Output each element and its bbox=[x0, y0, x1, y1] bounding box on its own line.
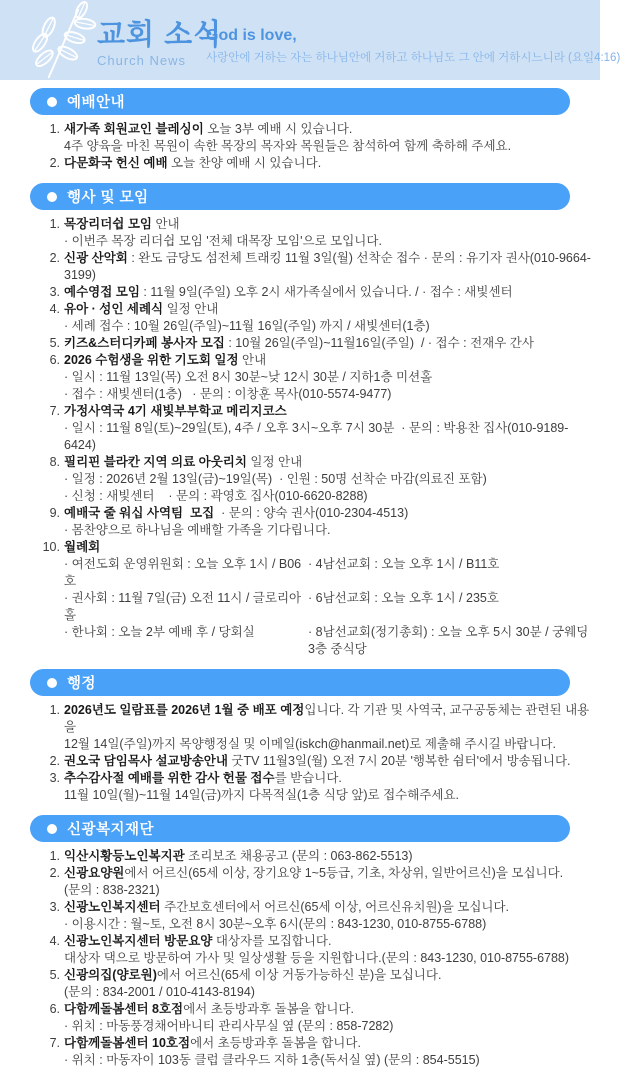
text-run: : 완도 금당도 섬전체 트래킹 11월 3일(월) 선착순 접수 · 문의 : 유기자 권사(010-9664-3199) bbox=[64, 251, 591, 282]
text-run: · 문의 : 양숙 권사(010-2304-4513) bbox=[214, 506, 409, 520]
text-run-bold: 예수영접 모임 bbox=[64, 285, 140, 299]
item-number: 3. bbox=[49, 285, 60, 299]
text-run-bold: 추수감사절 예배를 위한 감사 헌물 접수 bbox=[64, 771, 275, 785]
item-text bbox=[64, 488, 368, 505]
list-subitem bbox=[42, 1052, 594, 1069]
text-run: (문의 : 838-2321) bbox=[64, 883, 160, 897]
text-run: 일정 안내 bbox=[163, 302, 219, 316]
item-text bbox=[64, 882, 160, 899]
text-run: · 여전도회 운영위원회 : 오늘 오후 1시 / B06호 bbox=[64, 557, 302, 588]
text-run: 에서 어르신(65세 이상 거동가능하신 분)을 모십니다. bbox=[156, 968, 442, 982]
text-run: 조리보조 채용공고 (문의 : 063-862-5513) bbox=[184, 849, 413, 863]
text-run: · 6남선교회 : 오늘 오후 1시 / 235호 bbox=[308, 591, 499, 605]
text-run: · 일시 : 11월 8일(토)~29일(토), 4주 / 오후 3시~오후 7시 30분 · 문의 : 박용찬 집사(010-9189-6424) bbox=[64, 421, 569, 452]
list-item bbox=[42, 702, 594, 736]
list-item-continuation bbox=[42, 736, 594, 753]
item-text bbox=[64, 933, 331, 950]
bullet-icon bbox=[47, 192, 57, 202]
item-text bbox=[64, 736, 556, 753]
item-text bbox=[64, 1018, 393, 1035]
item-text bbox=[64, 770, 342, 787]
section-title: 행정 bbox=[67, 675, 97, 692]
text-run: 안내 bbox=[152, 217, 180, 231]
item-number: 2. bbox=[49, 156, 60, 170]
bullet-icon bbox=[47, 678, 57, 688]
text-run: 안내 bbox=[238, 353, 267, 367]
list-subitem bbox=[42, 916, 594, 933]
section-content bbox=[0, 701, 600, 807]
text-run-bold: 가정사역국 4기 새빛부부학교 메리지코스 bbox=[64, 404, 287, 418]
item-text bbox=[64, 505, 408, 522]
text-run-bold: 목장리더쉽 모임 bbox=[64, 217, 152, 231]
item-number: 1. bbox=[49, 122, 60, 136]
text-run: · 몸찬양으로 하나님을 예배할 가족을 기다립니다. bbox=[64, 523, 331, 537]
text-run-bold: 유아 · 성인 세례식 bbox=[64, 302, 164, 316]
text-run: 주간보호센터에서 어르신(65세 이상, 어르신유치원)을 모십니다. bbox=[160, 900, 510, 914]
section-content bbox=[0, 215, 600, 661]
item-number: 10. bbox=[42, 540, 60, 554]
item-text bbox=[64, 155, 321, 172]
item-text bbox=[64, 899, 509, 916]
list-item bbox=[42, 301, 594, 318]
text-run: · 세례 접수 : 10월 26일(주일)~11월 16일(주일) 까지 / 새빛센터(1층) bbox=[64, 319, 430, 333]
item-text bbox=[64, 233, 382, 250]
text-run-bold: 권오국 담임목사 설교방송안내 bbox=[64, 754, 228, 768]
masthead bbox=[97, 20, 222, 68]
item-number: 4. bbox=[49, 302, 60, 316]
text-run-bold: 신광노인복지센터 방문요양 bbox=[64, 934, 213, 948]
text-run-bold: 2026 수험생을 위한 기도회 일정 bbox=[64, 353, 239, 367]
text-run-bold: 새가족 회원교인 블레싱이 bbox=[64, 122, 204, 136]
bullet-icon bbox=[47, 97, 57, 107]
item-number: 2. bbox=[49, 251, 60, 265]
item-text bbox=[64, 420, 594, 454]
item-text bbox=[64, 318, 430, 335]
verse-text: 사랑안에 거하는 자는 하나님안에 거하고 하나님도 그 안에 거하시느니라 (요일4:16) bbox=[206, 52, 620, 64]
text-run: · 이번주 목장 리더쉽 모임 '전체 대목장 모임'으로 모입니다. bbox=[64, 234, 382, 248]
column-left bbox=[64, 556, 308, 590]
text-run: 4주 양육을 마친 목원이 속한 목장의 목자와 목원들은 참석하여 함께 축하해 주세요. bbox=[64, 139, 512, 153]
list-subitem bbox=[42, 522, 594, 539]
section-shinkwang-welfare-foundation bbox=[0, 815, 600, 1072]
list-item bbox=[42, 770, 594, 787]
item-number: 5. bbox=[49, 336, 60, 350]
text-run: : 11월 9일(주일) 오후 2시 새가족실에서 있습니다. / · 접수 : 새빛센터 bbox=[139, 285, 513, 299]
item-number: 1. bbox=[49, 849, 60, 863]
text-run: · 이용시간 : 월~토, 오전 8시 30분~오후 6시(문의 : 843-1230, 010-8755-6788) bbox=[64, 917, 487, 931]
column-right bbox=[308, 556, 594, 590]
list-item bbox=[42, 967, 594, 984]
text-run: · 위치 : 마동자이 103동 클럽 클라우드 지하 1층(독서실 옆) (문의 : 854-5515) bbox=[64, 1053, 480, 1067]
section-title: 신광복지재단 bbox=[67, 821, 155, 838]
text-run: 대상자를 모집합니다. bbox=[212, 934, 332, 948]
list-item bbox=[42, 753, 594, 770]
item-text bbox=[64, 1035, 361, 1052]
item-text bbox=[64, 702, 594, 736]
list-subitem bbox=[42, 488, 594, 505]
column-right bbox=[308, 590, 594, 624]
item-text bbox=[64, 753, 571, 770]
item-text bbox=[64, 916, 486, 933]
item-text bbox=[64, 386, 391, 403]
list-item bbox=[42, 216, 594, 233]
text-run: 오늘 찬양 예배 시 있습니다. bbox=[167, 156, 322, 170]
text-run: 대상자 댁으로 방문하여 가사 및 일상생활 등을 지원합니다.(문의 : 843-1230, 010-8755-6788) bbox=[64, 951, 570, 965]
column-right bbox=[308, 624, 594, 658]
list-subitem bbox=[42, 471, 594, 488]
section-header-administration bbox=[30, 669, 570, 696]
text-run-bold: 신광의집(양로원) bbox=[64, 968, 157, 982]
item-text bbox=[64, 967, 441, 984]
list-subitem bbox=[42, 233, 594, 250]
item-text bbox=[64, 984, 255, 1001]
text-run-bold: 신광 산악회 bbox=[64, 251, 128, 265]
list-subitem bbox=[42, 318, 594, 335]
text-run-bold: 신광노인복지센터 bbox=[64, 900, 161, 914]
text-run-bold: 다문화국 헌신 예배 bbox=[64, 156, 168, 170]
section-header-events-meetings bbox=[30, 183, 570, 210]
item-text bbox=[64, 121, 352, 138]
item-text bbox=[64, 352, 266, 369]
text-run-bold: 신광요양원 bbox=[64, 866, 125, 880]
item-text bbox=[64, 335, 534, 352]
text-run-bold: 예배국 줄 워십 사역팀 모집 bbox=[64, 506, 215, 520]
item-text bbox=[64, 301, 218, 318]
item-number: 7. bbox=[49, 404, 60, 418]
text-run-bold: 다함께돌봄센터 10호점 bbox=[64, 1036, 191, 1050]
list-item bbox=[42, 1001, 594, 1018]
list-item bbox=[42, 121, 594, 138]
header-band bbox=[0, 0, 620, 80]
item-text bbox=[64, 848, 413, 865]
item-text bbox=[64, 865, 563, 882]
page-title: 교회 소식 bbox=[97, 19, 223, 51]
text-run: : 10월 26일(주일)~11월16일(주일) / · 접수 : 전재우 간사 bbox=[224, 336, 534, 350]
item-text bbox=[64, 250, 594, 284]
text-run: · 한나회 : 오늘 2부 예배 후 / 당회실 bbox=[64, 625, 255, 639]
text-run: 에서 초등방과후 돌봄을 합니다. bbox=[190, 1036, 361, 1050]
column-left bbox=[64, 624, 308, 658]
section-worship-guide bbox=[0, 88, 600, 175]
section-content bbox=[0, 847, 600, 1072]
item-number: 3. bbox=[49, 900, 60, 914]
text-run: 11월 10일(월)~11월 14일(금)까지 다목적실(1층 식당 앞)로 접수해주세요. bbox=[64, 788, 460, 802]
list-item-continuation bbox=[42, 950, 594, 967]
text-run: 를 받습니다. bbox=[274, 771, 342, 785]
list-item bbox=[42, 454, 594, 471]
item-text bbox=[64, 454, 302, 471]
item-number: 6. bbox=[49, 1002, 60, 1016]
item-number: 6. bbox=[49, 353, 60, 367]
list-item bbox=[42, 352, 594, 369]
slogan-text: God is love, bbox=[206, 27, 297, 44]
item-text bbox=[64, 284, 513, 301]
list-subitem bbox=[42, 386, 594, 403]
text-run: · 위치 : 마동풍경채어바니티 관리사무실 옆 (문의 : 858-7282) bbox=[64, 1019, 394, 1033]
list-item bbox=[42, 899, 594, 916]
section-administration bbox=[0, 669, 600, 807]
list-item-continuation bbox=[42, 984, 594, 1001]
list-item bbox=[42, 848, 594, 865]
list-item bbox=[42, 335, 594, 352]
text-run-bold: 2026년도 일람표를 2026년 1월 중 배포 예정 bbox=[64, 703, 305, 717]
item-number: 5. bbox=[49, 968, 60, 982]
section-events-meetings bbox=[0, 183, 600, 661]
list-item bbox=[42, 865, 594, 882]
list-item bbox=[42, 933, 594, 950]
list-subitem bbox=[42, 420, 594, 454]
text-run-bold: 익산시황등노인복지관 bbox=[64, 849, 185, 863]
list-subitem-columns bbox=[42, 624, 594, 658]
list-item bbox=[42, 403, 594, 420]
item-text bbox=[64, 1052, 480, 1069]
text-run: · 권사회 : 11월 7일(금) 오전 11시 / 글로리아홀 bbox=[64, 591, 302, 622]
bullet-icon bbox=[47, 824, 57, 834]
list-item-continuation bbox=[42, 787, 594, 804]
text-run: 굿TV 11월3일(월) 오전 7시 20분 '행복한 쉼터'에서 방송됩니다. bbox=[227, 754, 571, 768]
text-run: 입니다. 각 기관 및 사역국, 교구공동체는 관련된 내용을 bbox=[64, 703, 590, 734]
item-number: 9. bbox=[49, 506, 60, 520]
text-run: · 일시 : 11월 13일(목) 오전 8시 30분~낮 12시 30분 / 지하1층 미션홀 bbox=[64, 370, 433, 384]
item-text bbox=[64, 787, 459, 804]
list-subitem-columns bbox=[42, 556, 594, 590]
text-run-bold: 키즈&스터디카페 봉사자 모집 bbox=[64, 336, 225, 350]
text-run: 에서 초등방과후 돌봄을 합니다. bbox=[183, 1002, 354, 1016]
list-item-continuation bbox=[42, 138, 594, 155]
item-text bbox=[64, 216, 180, 233]
item-text bbox=[64, 950, 569, 967]
section-title: 예배안내 bbox=[67, 94, 126, 111]
sections-container bbox=[0, 88, 600, 1072]
item-text bbox=[64, 403, 287, 420]
text-run: (문의 : 834-2001 / 010-4143-8194) bbox=[64, 985, 255, 999]
column-left bbox=[64, 590, 308, 624]
item-text bbox=[64, 369, 432, 386]
text-run: · 일정 : 2026년 2월 13일(금)~19일(목) · 인원 : 50명 선착순 마감(의료진 포함) bbox=[64, 472, 487, 486]
item-text bbox=[64, 539, 100, 556]
list-subitem-columns bbox=[42, 590, 594, 624]
section-header-shinkwang-welfare-foundation bbox=[30, 815, 570, 842]
section-title: 행사 및 모임 bbox=[67, 189, 149, 206]
list-subitem bbox=[42, 1018, 594, 1035]
item-text bbox=[64, 471, 487, 488]
list-item bbox=[42, 250, 594, 284]
item-text bbox=[64, 138, 511, 155]
list-item bbox=[42, 505, 594, 522]
item-text bbox=[64, 522, 331, 539]
text-run: · 신청 : 새빛센터 · 문의 : 곽영호 집사(010-6620-8288) bbox=[64, 489, 368, 503]
text-run: · 접수 : 새빛센터(1층) · 문의 : 이창훈 목사(010-5574-9477) bbox=[64, 387, 392, 401]
text-run: 에서 어르신(65세 이상, 장기요양 1~5등급, 기초, 차상위, 일반어르신)을 모십니다. bbox=[124, 866, 564, 880]
list-item-continuation bbox=[42, 882, 594, 899]
item-number: 2. bbox=[49, 754, 60, 768]
item-number: 2. bbox=[49, 866, 60, 880]
list-subitem bbox=[42, 369, 594, 386]
item-text bbox=[64, 1001, 354, 1018]
item-number: 7. bbox=[49, 1036, 60, 1050]
item-number: 1. bbox=[49, 703, 60, 717]
text-run: 일정 안내 bbox=[246, 455, 303, 469]
text-run-bold: 월례회 bbox=[64, 540, 101, 554]
list-item bbox=[42, 155, 594, 172]
list-item bbox=[42, 539, 594, 556]
slogan-block bbox=[206, 27, 620, 65]
section-header-worship-guide bbox=[30, 88, 570, 115]
text-run: · 4남선교회 : 오늘 오후 1시 / B11호 bbox=[308, 557, 500, 571]
text-run: 12월 14일(주일)까지 목양행정실 및 이메일(iskch@hanmail.net)로 제출해 주시길 바랍니다. bbox=[64, 737, 556, 751]
list-item bbox=[42, 284, 594, 301]
section-content bbox=[0, 120, 600, 175]
text-run-bold: 필리핀 블라칸 지역 의료 아웃리치 bbox=[64, 455, 247, 469]
item-number: 4. bbox=[49, 934, 60, 948]
text-run-bold: 다함께돌봄센터 8호점 bbox=[64, 1002, 184, 1016]
item-number: 8. bbox=[49, 455, 60, 469]
text-run: · 8남선교회(정기총회) : 오늘 오후 5시 30분 / 궁웨딩 3층 중식당 bbox=[308, 625, 592, 656]
list-item bbox=[42, 1035, 594, 1052]
item-number: 3. bbox=[49, 771, 60, 785]
text-run: 오늘 3부 예배 시 있습니다. bbox=[203, 122, 353, 136]
item-number: 1. bbox=[49, 217, 60, 231]
page-subtitle: Church News bbox=[97, 53, 187, 68]
